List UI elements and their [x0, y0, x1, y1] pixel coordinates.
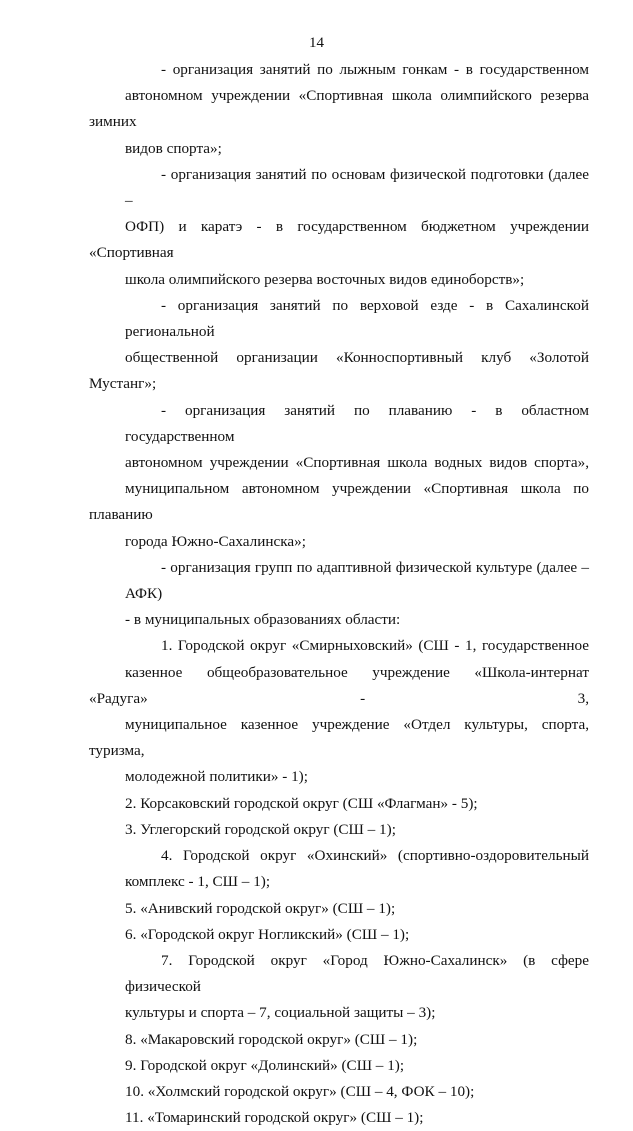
list-item-dolinsky: 9. Городской округ «Долинский» (СШ – 1);: [125, 1056, 405, 1074]
list-item-noglikisky: 6. «Городской округ Ногликский» (СШ – 1);: [125, 925, 410, 943]
text-line: казенное общеобразовательное учреждение «Школа-интернат «Радуга» - 3,: [89, 663, 589, 707]
list-item-anivsky: 5. «Анивский городской округ» (СШ – 1);: [125, 899, 396, 917]
text-line: 1. Городской округ «Смирныховский» (СШ - 1, государственное: [161, 637, 589, 655]
text-line: - организация занятий по плаванию - в областном государственном: [125, 401, 589, 445]
text-line: видов спорта»;: [125, 139, 222, 157]
text-line: 7. Городской округ «Город Южно-Сахалинск» (в сфере физической: [125, 951, 589, 996]
text-line: - организация групп по адаптивной физической культуре (далее – АФК): [125, 558, 589, 603]
list-item-okhinsky: [89, 843, 589, 895]
text-line: города Южно-Сахалинска»;: [125, 532, 306, 550]
list-item-korsakovsky: 2. Корсаковский городской округ (СШ «Флагман» - 5);: [125, 794, 478, 812]
text-line: общественной организации «Конноспортивный клуб «Золотой Мустанг»;: [89, 349, 589, 393]
paragraph-ofp-karate: [89, 162, 589, 293]
text-line: - в муниципальных образованиях области:: [125, 611, 401, 629]
text-line: комплекс - 1, СШ – 1);: [125, 873, 271, 891]
text-line: автономном учреждении «Спортивная школа водных видов спорта»,: [125, 454, 589, 472]
paragraph-horse-riding: [89, 293, 589, 398]
paragraph-swimming: [89, 398, 589, 555]
list-item-makarovsky: 8. «Макаровский городской округ» (СШ – 1);: [125, 1030, 418, 1048]
text-line: муниципальное казенное учреждение «Отдел культуры, спорта, туризма,: [89, 716, 589, 760]
list-item-smirnykhovsky: [89, 633, 589, 790]
text-line: 4. Городской округ «Охинский» (спортивно-оздоровительный: [161, 847, 589, 865]
paragraph-afk-groups: [89, 555, 589, 634]
text-line: - организация занятий по лыжным гонкам - в государственном: [161, 61, 589, 78]
list-item-kholmsky: 10. «Холмский городской округ» (СШ – 4, ФОК – 10);: [125, 1082, 475, 1100]
text-line: молодежной политики» - 1);: [125, 768, 308, 786]
text-line: - организация занятий по верховой езде - в Сахалинской региональной: [125, 296, 589, 341]
paragraph-ski-racing: [89, 57, 589, 162]
document-body: [89, 57, 589, 1131]
page-number: 14: [309, 35, 324, 51]
text-line: школа олимпийского резерва восточных видов единоборств»;: [125, 270, 525, 288]
list-item-tomarinsky: 11. «Томаринский городской округ» (СШ – 1);: [125, 1109, 424, 1127]
text-line: ОФП) и каратэ - в государственном бюджетном учреждении «Спортивная: [89, 218, 589, 262]
text-line: - организация занятий по основам физической подготовки (далее –: [125, 165, 589, 210]
list-item-yuzhno-sakhalinsk: [89, 948, 589, 1027]
list-item-uglegorsky: 3. Углегорский городской округ (СШ – 1);: [125, 820, 396, 838]
text-line: муниципальном автономном учреждении «Спортивная школа по плаванию: [89, 480, 589, 524]
text-line: культуры и спорта – 7, социальной защиты – 3);: [125, 1004, 436, 1022]
text-line: автономном учреждении «Спортивная школа олимпийского резерва зимних: [89, 87, 589, 131]
